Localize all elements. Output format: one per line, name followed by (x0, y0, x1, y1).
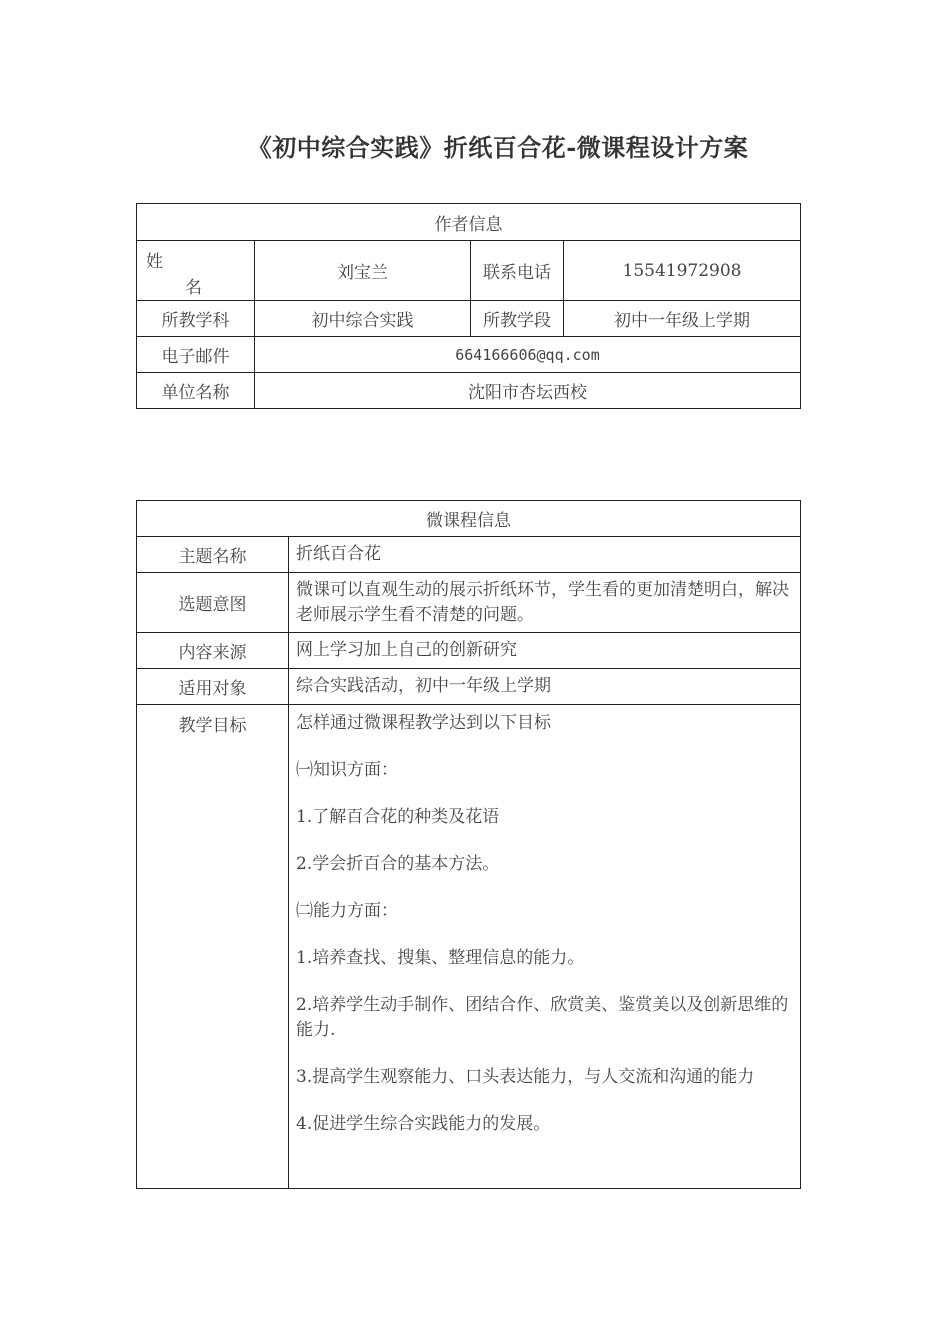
unit-value: 沈阳市杏坛西校 (255, 373, 801, 409)
goals-knowledge-item: 2.学会折百合的基本方法。 (296, 854, 500, 874)
grade-value: 初中一年级上学期 (564, 301, 801, 337)
author-info-header: 作者信息 (137, 204, 801, 241)
phone-value: 15541972908 (564, 241, 801, 301)
course-info-table (136, 500, 801, 1189)
audience-label: 适用对象 (137, 669, 289, 705)
course-info-header: 微课程信息 (137, 501, 801, 537)
subject-label: 所教学科 (137, 301, 255, 337)
document-title: 《初中综合实践》折纸百合花-微课程设计方案 (247, 133, 749, 162)
goals-content (289, 705, 801, 1189)
intent-value: 微课可以直观生动的展示折纸环节，学生看的更加清楚明白，解决老师展示学生看不清楚的问题。 (289, 573, 801, 633)
email-value: 664166606@qq.com (255, 337, 801, 373)
goals-intro: 怎样通过微课程教学达到以下目标 (296, 713, 551, 733)
intent-label: 选题意图 (137, 573, 289, 633)
author-name: 刘宝兰 (255, 241, 471, 301)
name-label-cell (137, 241, 255, 301)
unit-label: 单位名称 (137, 373, 255, 409)
goals-ability-item: 4.促进学生综合实践能力的发展。 (296, 1114, 551, 1134)
author-info-table (136, 203, 801, 409)
topic-label: 主题名称 (137, 537, 289, 573)
grade-label: 所教学段 (471, 301, 564, 337)
name-label-char-1: 姓 (146, 251, 163, 272)
goals-ability-item: 3.提高学生观察能力、口头表达能力，与人交流和沟通的能力 (296, 1067, 755, 1087)
name-label-char-2: 名 (185, 277, 202, 298)
goals-ability-item: 1.培养查找、搜集、整理信息的能力。 (296, 948, 585, 968)
goals-ability-item: 2.培养学生动手制作、团结合作、欣赏美、鉴赏美以及创新思维的能力. (296, 995, 789, 1040)
goals-ability-heading: ㈡能力方面： (296, 901, 398, 921)
audience-value: 综合实践活动，初中一年级上学期 (289, 669, 801, 705)
source-value: 网上学习加上自己的创新研究 (289, 633, 801, 669)
topic-value: 折纸百合花 (289, 537, 801, 573)
goals-knowledge-item: 1.了解百合花的种类及花语 (296, 807, 500, 827)
email-label: 电子邮件 (137, 337, 255, 373)
subject-value: 初中综合实践 (255, 301, 471, 337)
phone-label: 联系电话 (471, 241, 564, 301)
source-label: 内容来源 (137, 633, 289, 669)
goals-label: 教学目标 (137, 705, 289, 1189)
goals-knowledge-heading: ㈠知识方面： (296, 760, 398, 780)
